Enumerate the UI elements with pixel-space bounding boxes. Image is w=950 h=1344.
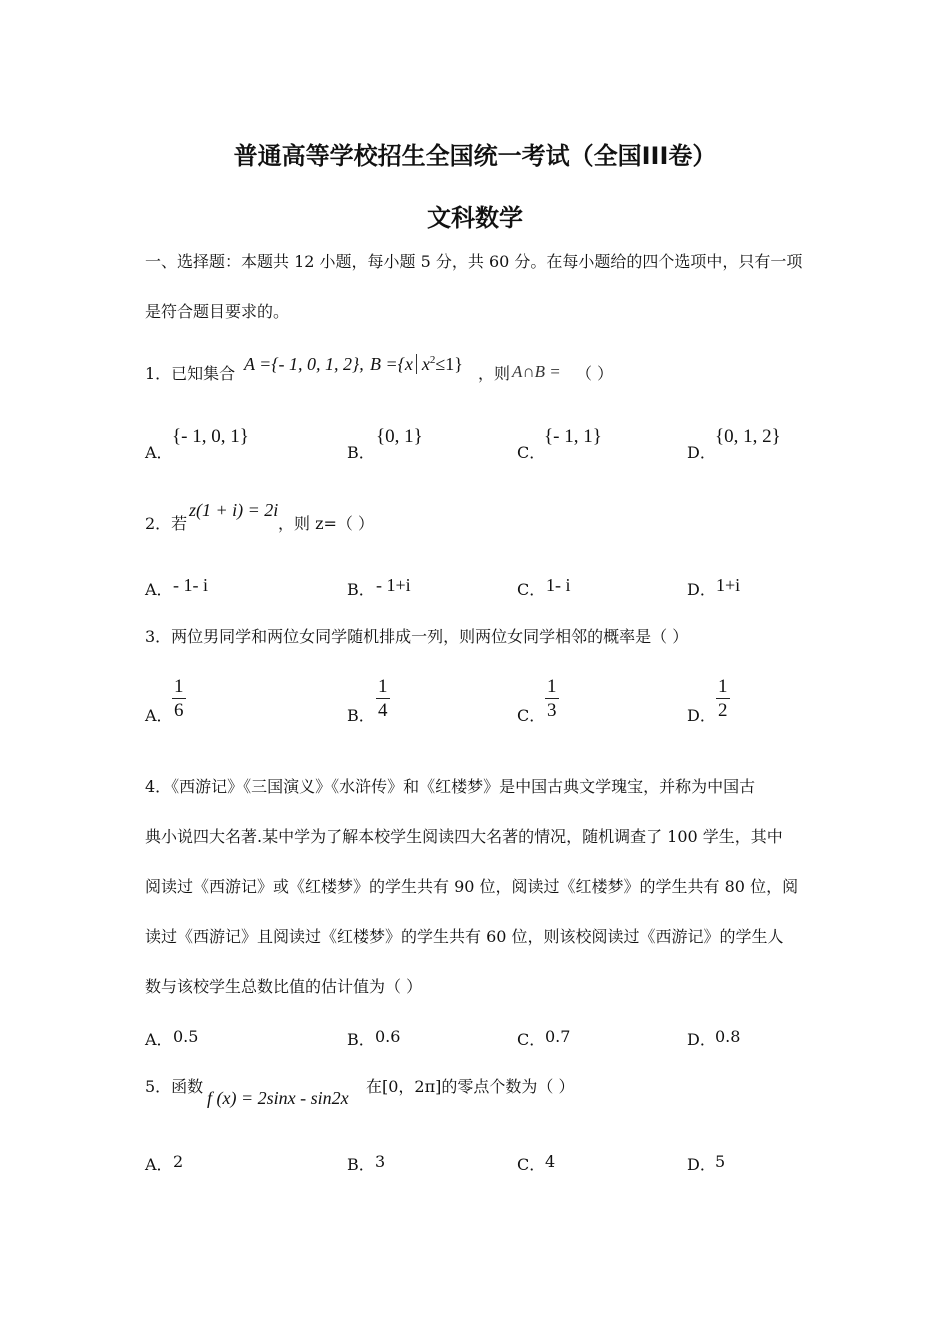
q4-option-c-label: C． xyxy=(517,1030,546,1049)
q4-option-c: 0.7 xyxy=(545,1027,571,1046)
q2-option-b-label: B． xyxy=(347,580,375,599)
q2-option-c: 1- i xyxy=(546,575,571,595)
q4-line-2: 典小说四大名著.某中学为了解本校学生阅读四大名著的情况，随机调查了 100 学生，其中 xyxy=(145,827,783,846)
q4-option-a: 0.5 xyxy=(173,1027,199,1046)
q4-option-d: 0.8 xyxy=(715,1027,741,1046)
q1-option-d-label: D． xyxy=(687,443,716,462)
section-instructions-line1: 一、选择题：本题共 12 小题，每小题 5 分，共 60 分。在每小题给的四个选项中，只有一项 xyxy=(145,252,803,271)
q2-option-c-label: C． xyxy=(517,580,546,599)
q2-option-b: - 1+i xyxy=(376,575,411,595)
page-title: 普通高等学校招生全国统一考试（全国III卷） xyxy=(233,142,717,170)
q1-option-a-label: A． xyxy=(145,443,173,462)
q4-line-5: 数与该校学生总数比值的估计值为（ ） xyxy=(145,977,423,996)
q3-option-d: $\frac{1}{2}$ xyxy=(718,676,728,721)
q5-option-a: 2 xyxy=(173,1152,184,1171)
q5-option-c: 4 xyxy=(545,1152,556,1171)
q3-option-a: $\frac{1}{6}$ xyxy=(174,676,184,721)
q3-option-d-label: D． xyxy=(687,706,716,725)
q1-then: ，则 xyxy=(478,364,511,383)
q2-option-a-label: A． xyxy=(145,580,173,599)
q1-option-c-label: C． xyxy=(517,443,546,462)
q3-text: 3．两位男同学和两位女同学随机排成一列，则两位女同学相邻的概率是（ ） xyxy=(145,627,689,646)
q5-option-a-label: A． xyxy=(145,1155,173,1174)
q2-option-d: 1+i xyxy=(716,575,741,595)
q1-option-a: {- 1, 0, 1} xyxy=(172,426,249,447)
q3-option-b: $\frac{1}{4}$ xyxy=(378,676,388,721)
q1-option-c: {- 1, 1} xyxy=(544,426,602,447)
section-instructions-line2: 是符合题目要求的。 xyxy=(145,302,290,321)
q3-option-b-label: B． xyxy=(347,706,375,725)
q5-suffix: 在[0，2π]的零点个数为（ ） xyxy=(366,1077,575,1096)
q1-option-b: {0, 1} xyxy=(376,426,423,447)
q4-option-d-label: D． xyxy=(687,1030,716,1049)
q4-option-a-label: A． xyxy=(145,1030,173,1049)
q3-option-c: $\frac{1}{3}$ xyxy=(547,676,557,721)
q5-option-d-label: D． xyxy=(687,1155,716,1174)
q4-option-b: 0.6 xyxy=(375,1027,401,1046)
q4-option-b-label: B． xyxy=(347,1030,375,1049)
q1-expr: A∩B = xyxy=(512,362,561,381)
q1-option-d: {0, 1, 2} xyxy=(715,426,781,447)
page-subtitle: 文科数学 xyxy=(427,204,523,232)
q2-prefix: 2．若 xyxy=(145,514,188,533)
q4-line-1: 4．《西游记》《三国演义》《水浒传》和《红楼梦》是中国古典文学瑰宝，并称为中国古 xyxy=(145,777,756,796)
q5-option-c-label: C． xyxy=(517,1155,546,1174)
q1-set-b: B ={x $x^2\le 1$} xyxy=(370,354,463,374)
q2-expr: z(1 + i) = 2i xyxy=(189,500,279,520)
q3-option-c-label: C． xyxy=(517,706,546,725)
q5-option-b-label: B． xyxy=(347,1155,375,1174)
q2-option-d-label: D． xyxy=(687,580,716,599)
q2-suffix: ，则 z=（ ） xyxy=(278,514,375,533)
q5-expr: f (x) = 2sinx - sin2x xyxy=(207,1088,349,1108)
q1-set-a: A ={- 1, 0, 1, 2}, xyxy=(244,354,364,374)
q3-option-a-label: A． xyxy=(145,706,173,725)
q4-line-3: 阅读过《西游记》或《红楼梦》的学生共有 90 位，阅读过《红楼梦》的学生共有 80 位，阅 xyxy=(145,877,799,896)
q5-option-d: 5 xyxy=(715,1152,726,1171)
q1-prefix: 1．已知集合 xyxy=(145,364,236,383)
q1-paren: （ ） xyxy=(576,364,614,383)
q1-option-b-label: B． xyxy=(347,443,375,462)
q5-option-b: 3 xyxy=(375,1152,386,1171)
q2-option-a: - 1- i xyxy=(173,575,208,595)
q5-prefix: 5．函数 xyxy=(145,1077,204,1096)
q4-line-4: 读过《西游记》且阅读过《红楼梦》的学生共有 60 位，则该校阅读过《西游记》的学生人 xyxy=(145,927,784,946)
